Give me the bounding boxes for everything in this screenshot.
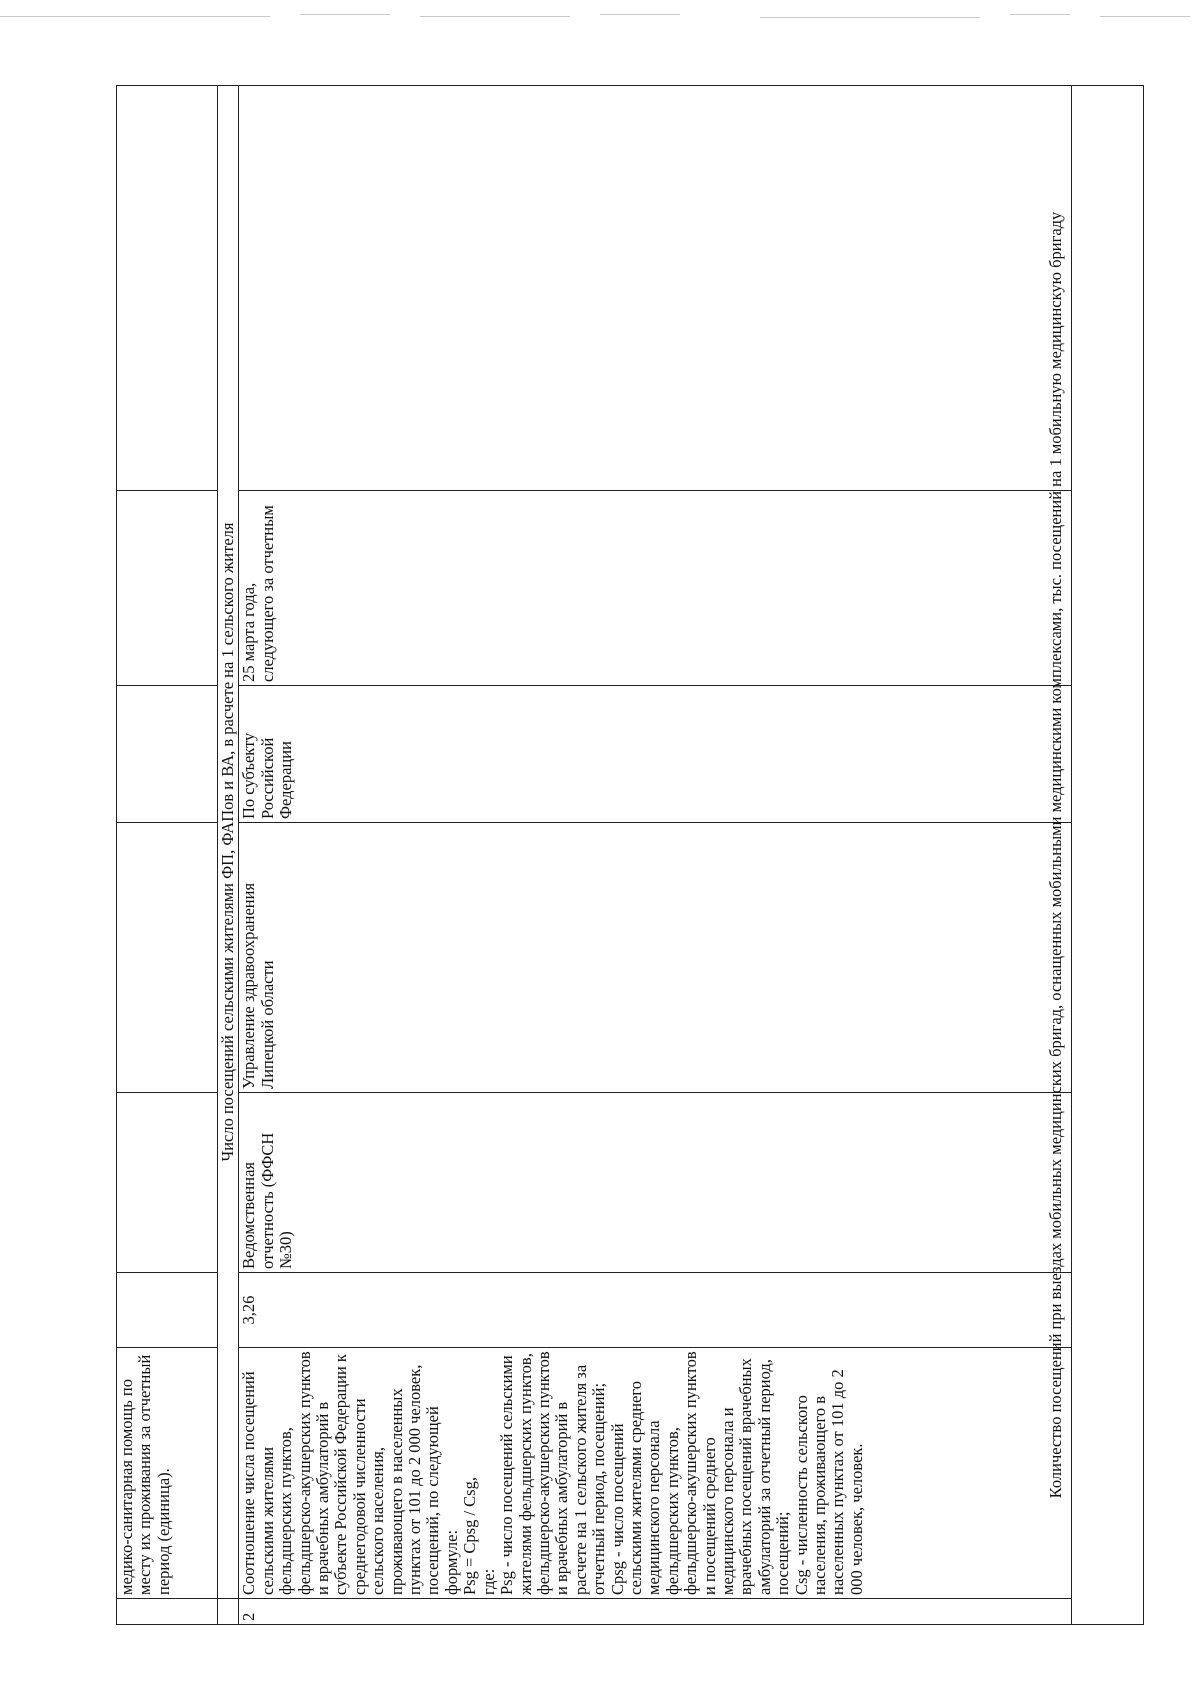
- indicator-formula: Psg = Cpsg / Csg,: [460, 1477, 480, 1595]
- indicator-where: где:: [478, 1568, 498, 1595]
- cell-level-prev: [117, 686, 218, 823]
- cell-responsible-prev: [117, 823, 218, 1093]
- table-row-indicator-2: [239, 86, 1072, 1625]
- cell-source: Ведомственная отчетность (ФФСН №30): [239, 1093, 1072, 1273]
- cell-value-prev: [117, 1273, 218, 1348]
- definition-psg: Psg - число посещений сельскими жителями фельдшерских пунктов, фельдшерско-акушерских пунктов и врачебных амбулаторий в расчете на 1 сельского жителя за отчетный период, посещений;: [497, 1351, 609, 1595]
- cell-num-prev: [117, 1599, 218, 1625]
- cell-term: 25 марта года, следующего за отчетным: [239, 491, 1072, 686]
- definition-csg: Csg - численность сельского населения, проживающего в населенных пунктах от 101 до 2 000 человек, человек.: [791, 1369, 866, 1595]
- cell-rest: [239, 86, 1072, 491]
- cell-rest-prev: [117, 86, 218, 491]
- cell-responsible: Управление здравоохранения Липецкой области: [239, 823, 1072, 1093]
- cell-section-num: [218, 1599, 239, 1625]
- scan-noise: [0, 14, 1200, 20]
- cell-name-prev: медико-санитарная помощь по месту их проживания за отчетный период (единица).: [117, 1348, 218, 1599]
- cell-name: [239, 1348, 1072, 1599]
- table-row-section: [218, 86, 239, 1625]
- table-row-previous: [117, 86, 218, 1625]
- indicator-description: Соотношение числа посещений сельскими жителями фельдшерских пунктов, фельдшерско-акушерских пунктов и врачебных амбулаторий в субъекте Российской Федерации к среднегодовой численности сельского населения, проживающего в населенных пунктах от 101 до 2 000 человек, посещений, по следующей формуле:: [239, 1351, 461, 1595]
- cell-level: По субъекту Российской Федерации: [239, 686, 1072, 823]
- indicators-table: [116, 85, 1072, 1625]
- definition-cpsg: Cpsg - число посещений сельскими жителями среднего медицинского персонала фельдшерских пунктов, фельдшерско-акушерских пунктов и посещений среднего медицинского персонала и врачебных посещений врачебных амбулаторий за отчетный период, посещений;: [607, 1351, 793, 1595]
- cell-num: 2: [239, 1599, 1072, 1625]
- cell-source-prev: [117, 1093, 218, 1273]
- section-title: Число посещений сельскими жителями ФП, ФАПов и ВА, в расчете на 1 сельского жителя: [218, 86, 239, 1599]
- footer-indicator-title: Количество посещений при выездах мобильных медицинских бригад, оснащенных мобильными медицинскими комплексами, тыс. посещений на 1 мобильную медицинскую бригаду: [1044, 85, 1144, 1625]
- cell-value: 3,26: [239, 1273, 1072, 1348]
- rotated-document-sheet: [116, 85, 1147, 1625]
- cell-term-prev: [117, 491, 218, 686]
